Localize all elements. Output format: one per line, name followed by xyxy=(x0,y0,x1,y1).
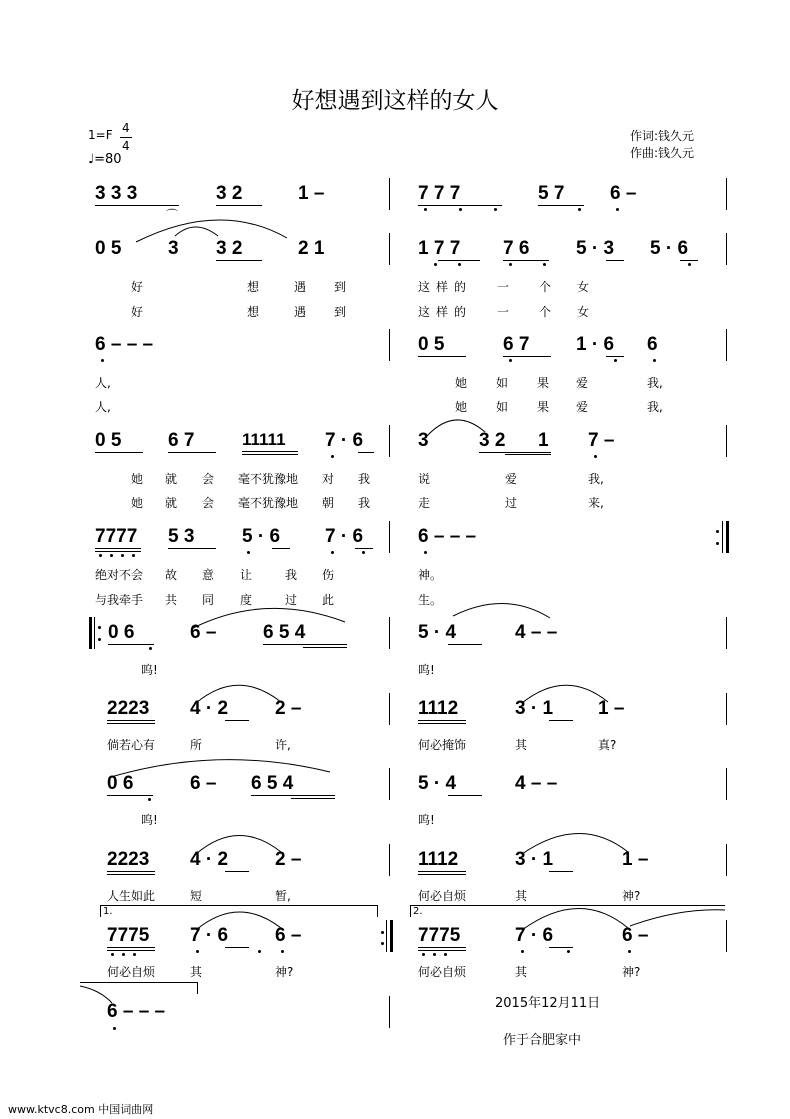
note-group: 6 – xyxy=(610,183,637,204)
note-group: 1 · 6 xyxy=(576,334,615,355)
note-group: 7 · 6 xyxy=(325,526,364,547)
lyric: 我, xyxy=(647,400,663,414)
lyric: 故 xyxy=(165,568,178,582)
lyric: 何必自烦 xyxy=(107,965,156,979)
note-group: 6 7 xyxy=(168,430,195,451)
slur xyxy=(453,603,550,618)
lyric: 绝对不会 xyxy=(95,568,144,582)
note-group: 2 – xyxy=(275,849,302,870)
note-group: 1 – xyxy=(598,698,625,719)
time-signature-bottom: 4 xyxy=(122,139,130,153)
lyric: 就 xyxy=(165,496,178,510)
lyric: 说 xyxy=(418,472,431,486)
lyric: 我 xyxy=(358,472,371,486)
lyric: 爱 xyxy=(576,376,589,390)
lyric: 同 xyxy=(202,593,215,607)
note-group: 3 · 1 xyxy=(515,849,554,870)
lyric: 意 xyxy=(202,568,215,582)
note-group: 5 · 6 xyxy=(650,238,689,259)
lyric: 她 xyxy=(455,400,468,414)
note-group: 6 5 4 xyxy=(251,773,294,794)
lyric: 所 xyxy=(190,738,203,752)
note-group: 3 2 xyxy=(216,238,243,259)
note-group: 4 – – xyxy=(515,773,558,794)
slur xyxy=(80,986,112,1003)
lyric: 人, xyxy=(95,376,111,390)
note-group: 3 xyxy=(168,238,179,259)
fermata-icon: ⌒ xyxy=(166,208,179,222)
lyric: 其 xyxy=(190,965,203,979)
note-group: 6 – xyxy=(190,773,217,794)
note-group: 7 – xyxy=(588,430,615,451)
note-group: 0 5 xyxy=(95,238,122,259)
note-group: 4 – – xyxy=(515,622,558,643)
lyric: 与我牵手 xyxy=(95,593,144,607)
time-signature-top: 4 xyxy=(122,121,130,135)
lyric: 爱 xyxy=(505,472,518,486)
lyric: 神? xyxy=(622,965,641,979)
note-group: 6 – xyxy=(275,925,302,946)
note-group: 6 5 4 xyxy=(263,622,306,643)
volta-label-2: 2. xyxy=(413,906,423,917)
lyric: 个 xyxy=(539,305,552,319)
lyric: 神? xyxy=(622,889,641,903)
lyric: 呜! xyxy=(141,663,158,677)
lyric: 暂, xyxy=(275,889,291,903)
lyric: 一 xyxy=(497,305,510,319)
note-group: 5 · 3 xyxy=(576,238,615,259)
slur xyxy=(196,685,281,703)
note-group: 5 · 6 xyxy=(242,526,281,547)
note-group: 0 5 xyxy=(95,430,122,451)
slur xyxy=(522,685,608,703)
note-group: 7 · 6 xyxy=(325,430,364,451)
slur xyxy=(196,912,281,930)
lyric: 对 xyxy=(322,472,335,486)
lyric: 我, xyxy=(588,472,604,486)
lyric: 此 xyxy=(322,593,335,607)
slur xyxy=(427,420,485,436)
lyric: 女 xyxy=(577,305,590,319)
lyric: 共 xyxy=(165,593,178,607)
lyric: 呜! xyxy=(141,813,158,827)
lyric: 一 xyxy=(497,280,510,294)
lyric: 这样的 xyxy=(418,280,473,294)
lyric: 她 xyxy=(131,472,144,486)
lyric: 她 xyxy=(455,376,468,390)
note-group: 4 · 2 xyxy=(190,698,229,719)
note-group: 7 7 7 xyxy=(418,183,461,204)
site-footer: www.ktvc8.com 中国词曲网 xyxy=(8,1103,154,1116)
lyric: 遇 xyxy=(294,305,307,319)
song-title: 好想遇到这样的女人 xyxy=(291,88,499,114)
lyric: 个 xyxy=(539,280,552,294)
slur xyxy=(193,608,345,628)
note-group: 1112 xyxy=(418,698,459,719)
lyric: 短 xyxy=(190,889,203,903)
lyric: 我, xyxy=(647,376,663,390)
volta-label-1: 1. xyxy=(103,906,113,917)
lyric: 呜! xyxy=(418,663,435,677)
lyricist-credit: 作词:钱久元 xyxy=(630,129,695,143)
lyric: 毫不犹豫地 xyxy=(238,496,299,510)
slur xyxy=(111,760,330,777)
composer-credit: 作曲:钱久元 xyxy=(630,146,695,160)
note-group: 6 – xyxy=(622,925,649,946)
lyric: 这样的 xyxy=(418,305,473,319)
note-group: 5 3 xyxy=(168,526,195,547)
lyric: 果 xyxy=(537,400,550,414)
lyric: 过 xyxy=(285,593,298,607)
note-group: 1112 xyxy=(418,849,459,870)
lyric: 如 xyxy=(496,376,509,390)
note-group: 6 – – – xyxy=(107,1001,166,1022)
note-group: 6 – xyxy=(190,622,217,643)
note-group: 4 · 2 xyxy=(190,849,229,870)
note-group: 2223 xyxy=(107,698,150,719)
lyric: 倘若心有 xyxy=(107,738,156,752)
lyric: 何必掩饰 xyxy=(418,738,467,752)
lyric: 让 xyxy=(240,568,253,582)
lyric: 到 xyxy=(334,305,347,319)
note-group: 2 – xyxy=(275,698,302,719)
note-group: 11111 xyxy=(242,430,286,449)
lyric: 朝 xyxy=(322,496,335,510)
note-group: 5 · 4 xyxy=(418,622,457,643)
note-group: 3 xyxy=(418,430,429,451)
lyric: 其 xyxy=(515,738,528,752)
note-group: 6 – – – xyxy=(418,526,477,547)
lyric: 其 xyxy=(515,965,528,979)
note-group: 0 6 xyxy=(107,773,134,794)
note-group: 5 · 4 xyxy=(418,773,457,794)
note-group: 7777 xyxy=(95,526,138,547)
note-group: 7775 xyxy=(418,925,461,946)
slur xyxy=(136,220,287,242)
lyric: 遇 xyxy=(294,280,307,294)
note-group: 0 6 xyxy=(108,622,135,643)
lyric: 过 xyxy=(505,496,518,510)
note-group: 6 xyxy=(647,334,658,355)
lyric: 来, xyxy=(588,496,604,510)
note-group: 5 7 xyxy=(538,183,565,204)
lyric: 何必自烦 xyxy=(418,889,467,903)
note-group: 1 7 7 xyxy=(418,238,461,259)
note-group: 7 · 6 xyxy=(190,925,229,946)
lyric: 如 xyxy=(496,400,509,414)
note-group: 6 – – – xyxy=(95,334,154,355)
lyric: 就 xyxy=(165,472,178,486)
lyric: 许, xyxy=(275,738,291,752)
lyric: 神。 xyxy=(418,568,443,582)
lyric: 走 xyxy=(418,496,431,510)
lyric: 好 xyxy=(131,280,144,294)
note-group: 1 – xyxy=(622,849,649,870)
lyric: 她 xyxy=(131,496,144,510)
note-group: 7 6 xyxy=(503,238,530,259)
note-group: 7 · 6 xyxy=(515,925,554,946)
composition-place: 作于合肥家中 xyxy=(503,1033,582,1048)
lyric: 会 xyxy=(202,472,215,486)
composition-date: 2015年12月11日 xyxy=(495,996,601,1011)
lyric: 到 xyxy=(334,280,347,294)
slur xyxy=(630,910,725,926)
note-group: 3 2 xyxy=(216,183,243,204)
lyric: 真? xyxy=(598,738,617,752)
lyric: 何必自烦 xyxy=(418,965,467,979)
lyric: 毫不犹豫地 xyxy=(238,472,299,486)
lyric: 我 xyxy=(358,496,371,510)
lyric: 人, xyxy=(95,400,111,414)
note-group: 1 xyxy=(538,430,549,451)
note-group: 3 3 3 xyxy=(95,183,138,204)
lyric: 我 xyxy=(285,568,298,582)
note-group: 2 1 xyxy=(298,238,325,259)
lyric: 想 xyxy=(247,280,260,294)
slur xyxy=(522,908,628,930)
lyric: 会 xyxy=(202,496,215,510)
lyric: 伤 xyxy=(322,568,335,582)
note-group: 3 · 1 xyxy=(515,698,554,719)
key-signature: 1=F xyxy=(88,128,113,142)
note-group: 6 7 xyxy=(503,334,530,355)
lyric: 其 xyxy=(515,889,528,903)
lyric: 女 xyxy=(577,280,590,294)
note-group: 0 5 xyxy=(418,334,445,355)
slur xyxy=(175,227,218,236)
lyric: 果 xyxy=(537,376,550,390)
lyric: 神? xyxy=(275,965,294,979)
lyric: 想 xyxy=(247,305,260,319)
lyric: 度 xyxy=(240,593,253,607)
note-group: 1 – xyxy=(298,183,325,204)
lyric: 好 xyxy=(131,305,144,319)
note-group: 7775 xyxy=(107,925,150,946)
lyric: 爱 xyxy=(576,400,589,414)
slur xyxy=(196,835,281,854)
slur xyxy=(522,833,628,854)
tempo-marking: ♩=80 xyxy=(88,152,122,167)
note-group: 3 2 xyxy=(479,430,506,451)
note-group: 2223 xyxy=(107,849,150,870)
lyric: 人生如此 xyxy=(107,889,156,903)
lyric: 生。 xyxy=(418,593,443,607)
lyric: 呜! xyxy=(418,813,435,827)
